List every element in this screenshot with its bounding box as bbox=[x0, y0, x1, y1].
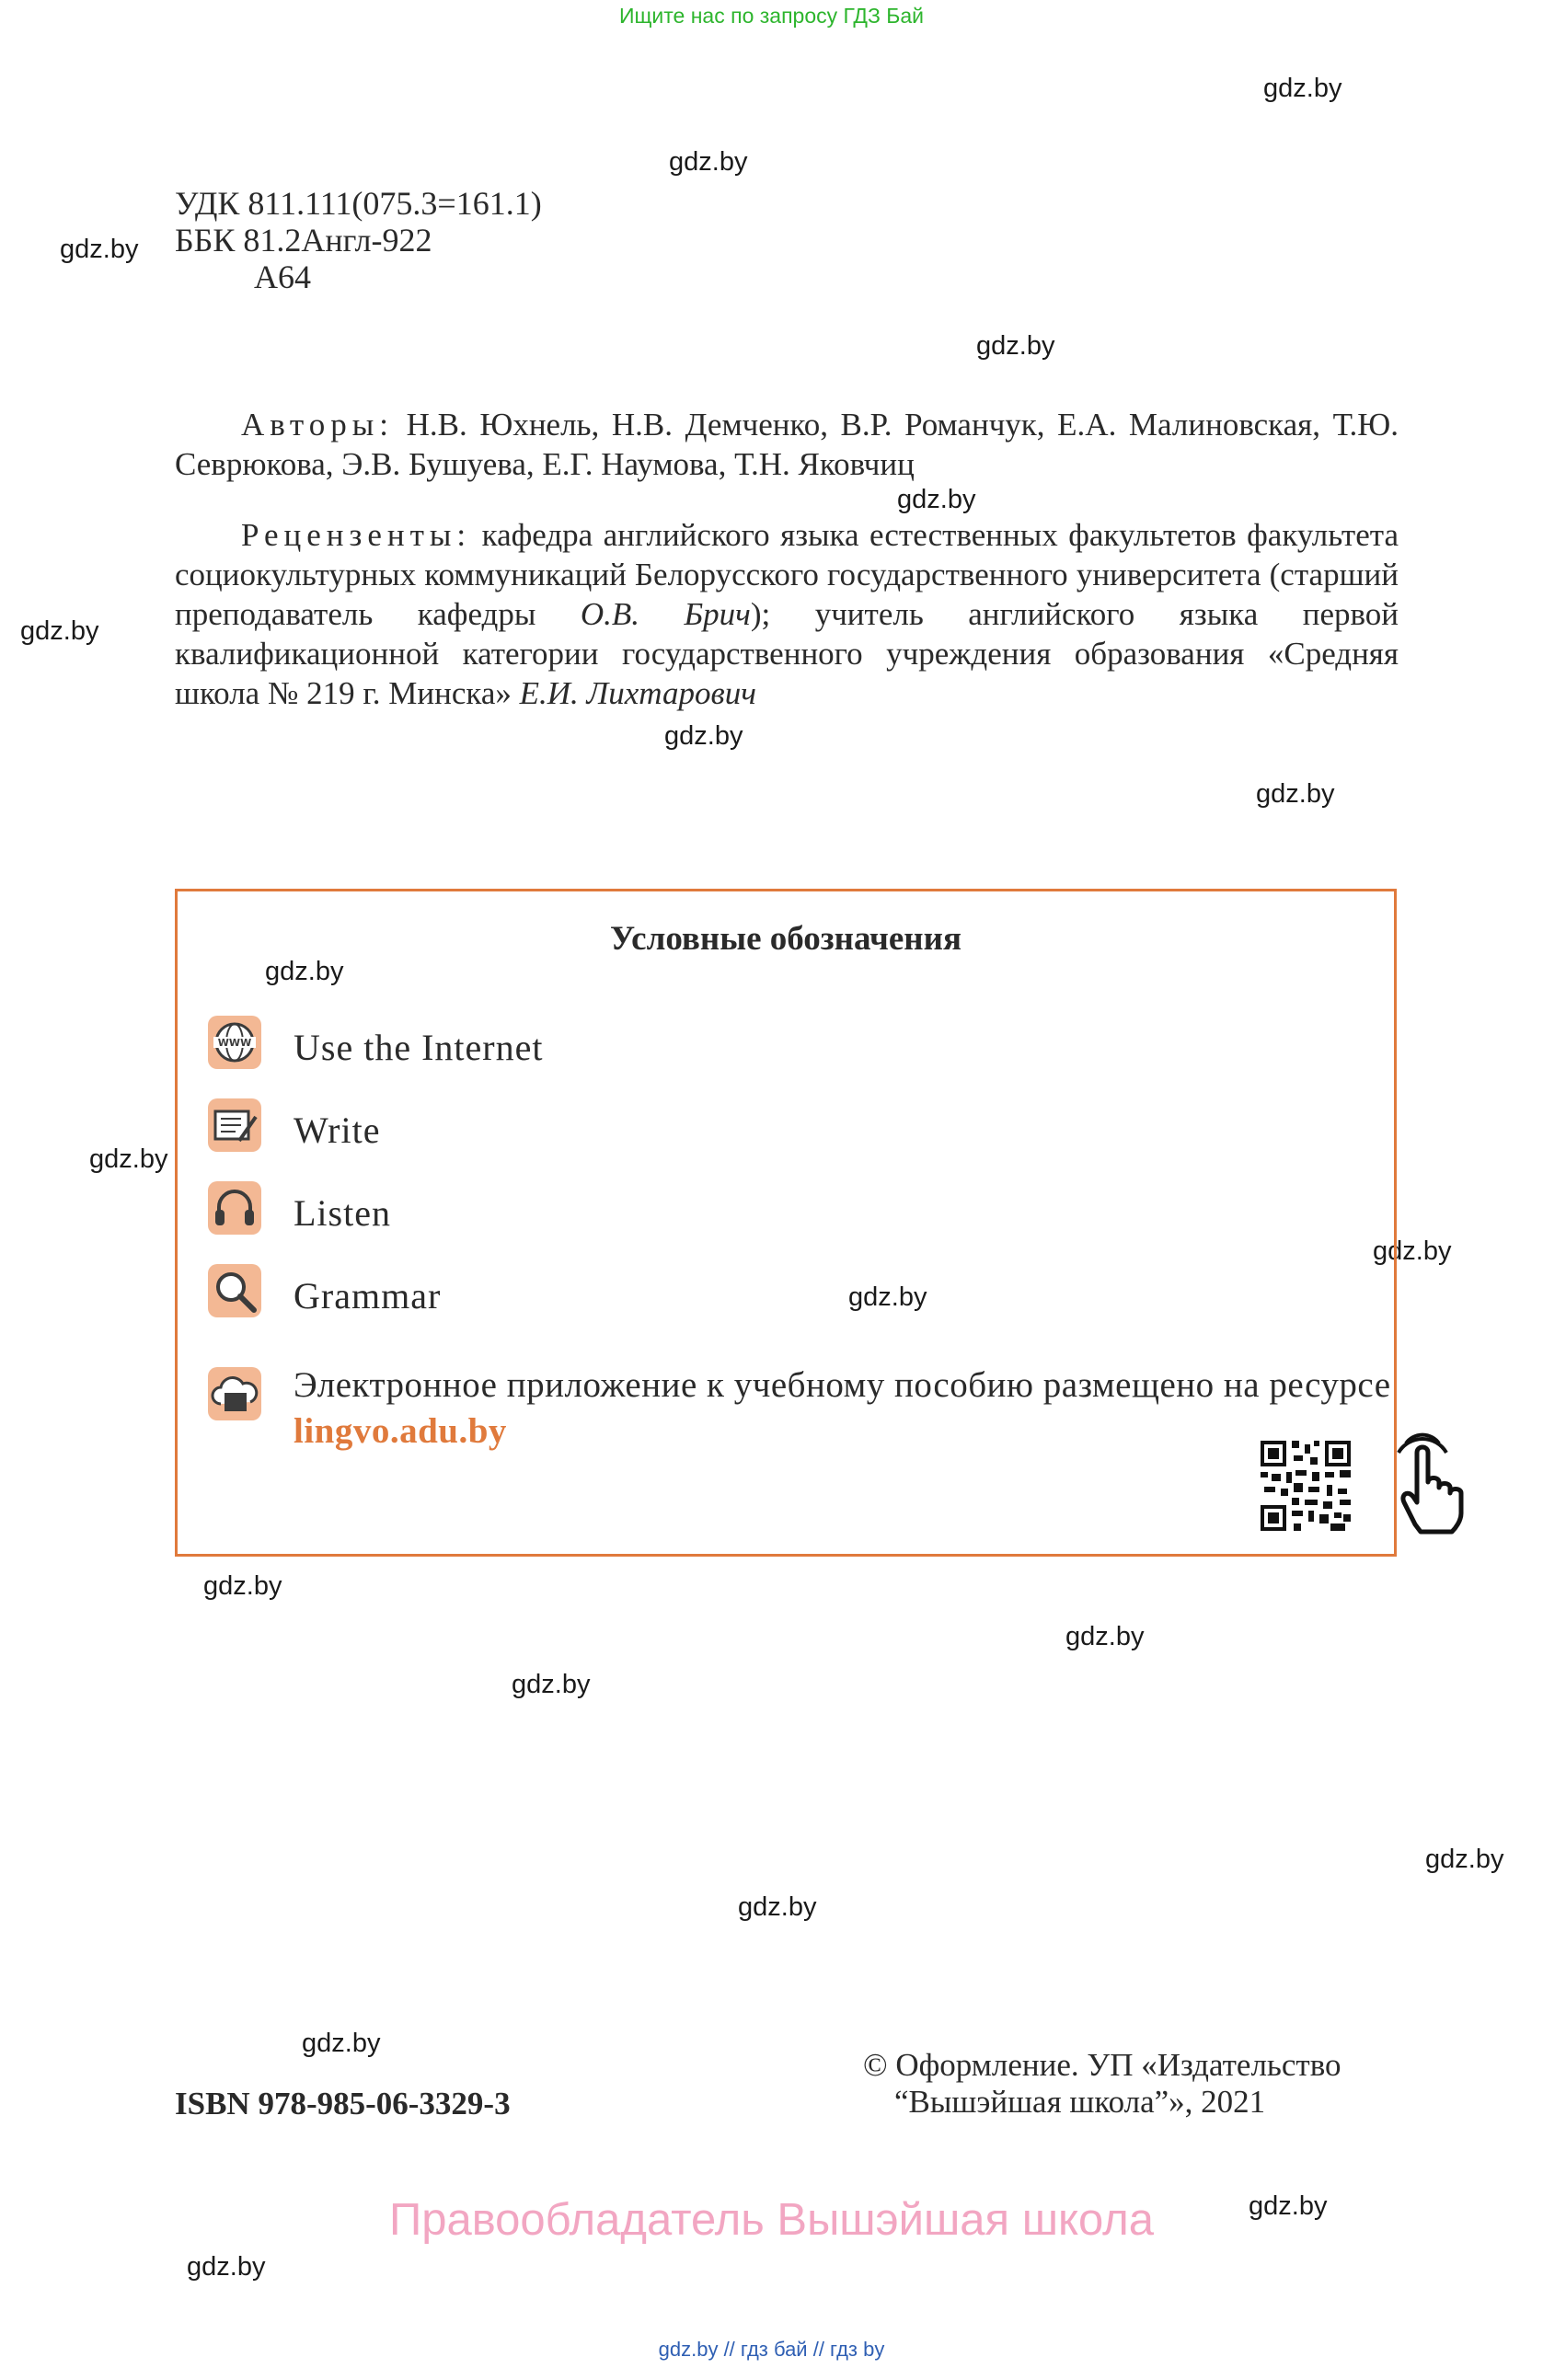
notebook-pen-icon bbox=[208, 1098, 261, 1152]
authors-label: Авторы: bbox=[241, 407, 395, 443]
watermark: gdz.by bbox=[20, 616, 99, 646]
legend-label-write: Write bbox=[294, 1110, 381, 1151]
watermark: gdz.by bbox=[976, 331, 1055, 361]
legend-title: Условные обозначения bbox=[610, 920, 961, 958]
legend-label-grammar: Grammar bbox=[294, 1275, 442, 1316]
watermark: gdz.by bbox=[897, 485, 976, 514]
watermark: gdz.by bbox=[203, 1571, 282, 1601]
reviewers-block bbox=[175, 515, 1399, 713]
udk-code: УДК 811.111(075.3=161.1) bbox=[175, 185, 542, 222]
globe-www-icon bbox=[208, 1016, 261, 1069]
resource-link[interactable]: lingvo.adu.by bbox=[294, 1411, 507, 1451]
legend-box bbox=[175, 889, 1397, 1557]
footer-links: gdz.by // гдз бай // гдз by bbox=[658, 2338, 885, 2361]
reviewers-text-1: кафедра английского языка естественных факультетов факультета социокультурных коммуникаций Белорусского государственного университета (старший преподаватель кафедры bbox=[175, 517, 1399, 632]
watermark: gdz.by bbox=[187, 2252, 266, 2282]
svg-text:WWW: WWW bbox=[217, 1037, 252, 1049]
watermark: gdz.by bbox=[848, 1282, 927, 1312]
watermark: gdz.by bbox=[664, 721, 743, 751]
reviewer-name-1: О.В. Брич bbox=[580, 596, 751, 632]
rights-holder: Правообладатель Вышэйшая школа bbox=[388, 2195, 1155, 2245]
watermark: gdz.by bbox=[60, 235, 139, 264]
reviewers-label: Рецензенты: bbox=[241, 517, 472, 553]
top-banner: Ищите нас по запросу ГДЗ Бай bbox=[618, 4, 925, 28]
copyright-line-1: © Оформление. УП «Издательство bbox=[863, 2047, 1341, 2083]
watermark: gdz.by bbox=[669, 147, 748, 177]
authors-list: Н.В. Юхнель, Н.В. Демченко, В.Р. Романчук, Е.А. Малиновская, Т.Ю. Севрюкова, Э.В. Бушуева, Е.Г. Наумова, Т.Н. Яковчиц bbox=[175, 407, 1399, 482]
watermark: gdz.by bbox=[1065, 1622, 1145, 1651]
reviewer-name-2: Е.И. Лихтарович bbox=[519, 675, 756, 711]
author-mark: А64 bbox=[254, 259, 311, 295]
electronic-resource-note bbox=[294, 1362, 1394, 1454]
watermark: gdz.by bbox=[512, 1670, 591, 1699]
legend-label-internet: Use the Internet bbox=[294, 1027, 544, 1068]
headphones-icon bbox=[208, 1181, 261, 1235]
watermark: gdz.by bbox=[1249, 2191, 1328, 2221]
bbk-code: ББК 81.2Англ-922 bbox=[175, 222, 432, 259]
watermark: gdz.by bbox=[1425, 1845, 1504, 1874]
watermark: gdz.by bbox=[302, 2029, 381, 2058]
watermark: gdz.by bbox=[265, 957, 344, 986]
watermark: gdz.by bbox=[1256, 779, 1335, 809]
watermark: gdz.by bbox=[1373, 1236, 1452, 1266]
watermark: gdz.by bbox=[89, 1144, 168, 1174]
isbn: ISBN 978-985-06-3329-3 bbox=[175, 2086, 511, 2121]
watermark: gdz.by bbox=[738, 1892, 817, 1922]
authors-block bbox=[175, 405, 1399, 484]
hand-pointer-icon bbox=[1378, 1425, 1466, 1535]
qr-code-icon[interactable] bbox=[1261, 1441, 1351, 1531]
reviewers-text-2: ); учитель английского языка первой квалификационной категории государственного учреждения образования «Средняя школа № 219 г. Минска» bbox=[175, 596, 1399, 711]
watermark: gdz.by bbox=[1263, 74, 1342, 103]
cloud-folder-icon bbox=[208, 1367, 261, 1420]
legend-label-listen: Listen bbox=[294, 1192, 391, 1234]
magnifier-icon bbox=[208, 1264, 261, 1317]
note-text: Электронное приложение к учебному пособию размещено на ресурсе bbox=[294, 1365, 1391, 1405]
copyright-line-2: “Вышэйшая школа”», 2021 bbox=[894, 2084, 1266, 2120]
